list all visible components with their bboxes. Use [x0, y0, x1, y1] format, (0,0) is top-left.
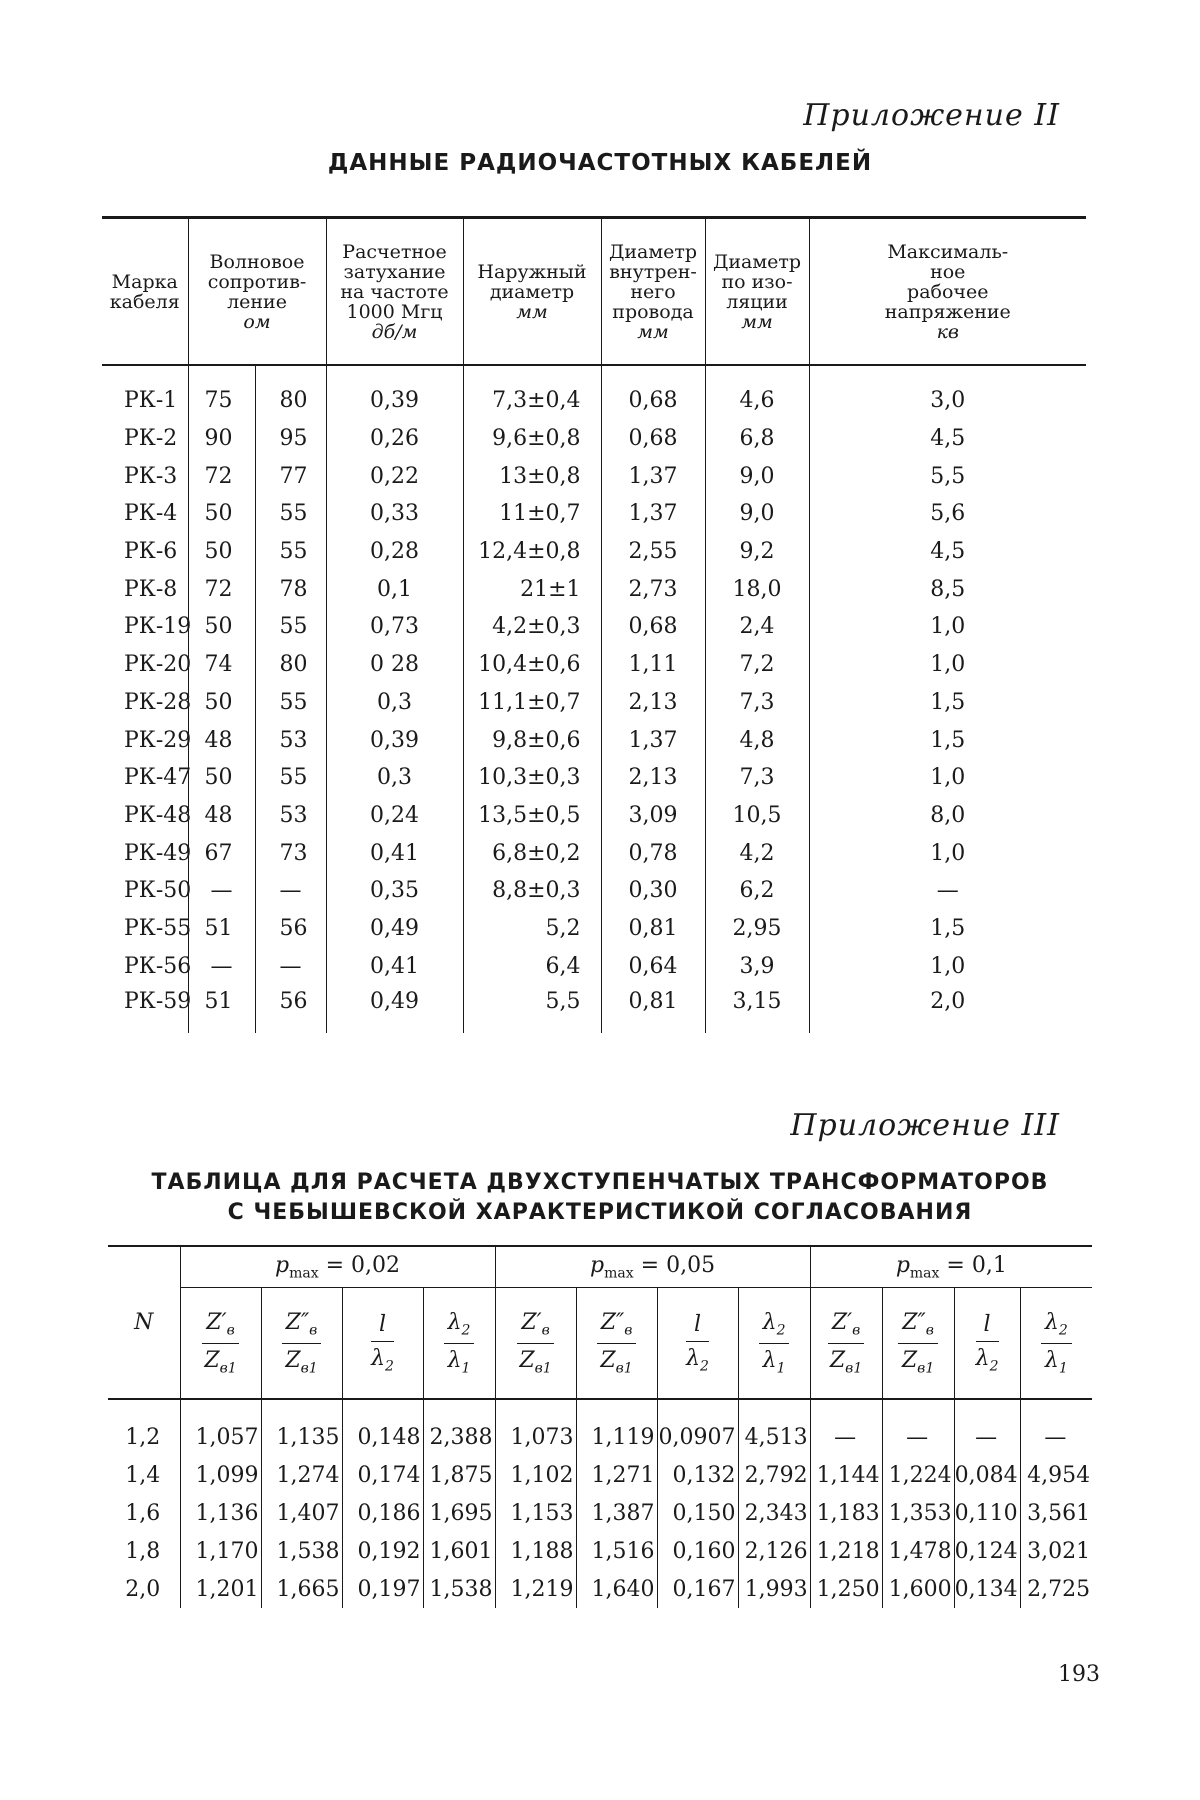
outer-diameter-cell: 4,2±0,3	[463, 608, 601, 646]
cable-mark-cell: РК-19	[124, 614, 192, 640]
inner-diameter-cell: 0,30	[601, 872, 705, 910]
outer-diameter-cell: 5,2	[463, 910, 601, 948]
inner-diameter-cell: 1,37	[601, 721, 705, 759]
impedance-max-cell: 80	[255, 646, 326, 684]
max-voltage-cell: 1,0	[809, 608, 1086, 646]
value-cell: 0,150	[657, 1494, 738, 1532]
cable-mark-cell: РК-20	[124, 652, 192, 678]
insulation-diameter-cell: 2,95	[705, 910, 809, 948]
inner-diameter-cell: 1,37	[601, 457, 705, 495]
table-1-title: ДАННЫЕ РАДИОЧАСТОТНЫХ КАБЕЛЕЙ	[327, 150, 873, 176]
header-lambda-ratio: $\frac{\lambda_2}{\lambda_1}$	[738, 1288, 810, 1400]
outer-diameter-cell: 9,6±0,8	[463, 420, 601, 458]
insulation-diameter-cell: 9,0	[705, 457, 809, 495]
value-cell: 1,073	[495, 1418, 576, 1456]
cable-mark-cell: РК-2	[124, 426, 178, 452]
value-cell: 1,218	[810, 1532, 882, 1570]
value-cell: 1,119	[576, 1418, 657, 1456]
impedance-max-cell: 53	[255, 721, 326, 759]
value-cell: 2,126	[738, 1532, 810, 1570]
insulation-diameter-cell: 4,8	[705, 721, 809, 759]
impedance-max-cell: 53	[255, 797, 326, 835]
value-cell: 1,353	[882, 1494, 954, 1532]
impedance-min-cell: 51	[188, 910, 255, 948]
table-row	[102, 684, 1086, 722]
insulation-diameter-cell: 6,2	[705, 872, 809, 910]
inner-diameter-cell: 0,81	[601, 910, 705, 948]
value-cell: 0,110	[954, 1494, 1020, 1532]
insulation-diameter-cell: 3,9	[705, 947, 809, 985]
value-cell: 1,102	[495, 1456, 576, 1494]
value-cell: 0,186	[342, 1494, 423, 1532]
table-2-group-header	[108, 1246, 1092, 1288]
impedance-min-cell: 72	[188, 457, 255, 495]
value-cell: 0,192	[342, 1532, 423, 1570]
impedance-min-cell: 75	[188, 382, 255, 420]
max-voltage-cell: 1,5	[809, 721, 1086, 759]
header-length-ratio: $\frac{l}{\lambda_2}$	[657, 1288, 738, 1400]
value-cell: 1,057	[180, 1418, 261, 1456]
max-voltage-cell: 1,5	[809, 684, 1086, 722]
cable-mark-cell: РК-55	[124, 915, 192, 941]
value-cell: 1,387	[576, 1494, 657, 1532]
header-attenuation: Расчетное затухание на частоте 1000 Мгц дб/м	[326, 218, 463, 366]
inner-diameter-cell: 0,78	[601, 834, 705, 872]
table-2-title: ТАБЛИЦА ДЛЯ РАСЧЕТА ДВУХСТУПЕНЧАТЫХ ТРАНСФОРМАТОРОВ С ЧЕБЫШЕВСКОЙ ХАРАКТЕРИСТИКОЙ СОГЛАСОВАНИЯ	[151, 1170, 1049, 1225]
header-lambda-ratio: $\frac{\lambda_2}{\lambda_1}$	[1020, 1288, 1092, 1400]
max-voltage-cell: 5,6	[809, 495, 1086, 533]
table-row	[102, 947, 1086, 985]
n-value-cell: 1,4	[125, 1462, 161, 1488]
max-voltage-cell: 8,0	[809, 797, 1086, 835]
value-cell: 0,197	[342, 1570, 423, 1608]
table-row	[102, 570, 1086, 608]
impedance-max-cell: 55	[255, 759, 326, 797]
insulation-diameter-cell: 6,8	[705, 420, 809, 458]
outer-diameter-cell: 7,3±0,4	[463, 382, 601, 420]
table-row	[102, 495, 1086, 533]
transformer-table	[108, 1245, 1092, 1608]
max-voltage-cell: 1,0	[809, 947, 1086, 985]
value-cell: 1,170	[180, 1532, 261, 1570]
value-cell: 1,135	[261, 1418, 342, 1456]
impedance-min-cell: 48	[188, 721, 255, 759]
cable-data-table	[102, 216, 1086, 1033]
impedance-min-cell: 51	[188, 985, 255, 1033]
table-1-body	[102, 365, 1086, 1033]
outer-diameter-cell: 6,4	[463, 947, 601, 985]
impedance-max-cell: —	[255, 947, 326, 985]
value-cell: 1,600	[882, 1570, 954, 1608]
cable-mark-cell: РК-3	[124, 463, 178, 489]
outer-diameter-cell: 10,3±0,3	[463, 759, 601, 797]
value-cell: 0,167	[657, 1570, 738, 1608]
max-voltage-cell: 3,0	[809, 382, 1086, 420]
value-cell: —	[810, 1418, 882, 1456]
value-cell: 0,134	[954, 1570, 1020, 1608]
insulation-diameter-cell: 18,0	[705, 570, 809, 608]
value-cell: 4,954	[1020, 1456, 1092, 1494]
value-cell: 0,174	[342, 1456, 423, 1494]
insulation-diameter-cell: 2,4	[705, 608, 809, 646]
impedance-max-cell: 55	[255, 533, 326, 571]
insulation-diameter-cell: 4,2	[705, 834, 809, 872]
table-row	[102, 382, 1086, 420]
impedance-max-cell: 55	[255, 684, 326, 722]
value-cell: 1,136	[180, 1494, 261, 1532]
outer-diameter-cell: 9,8±0,6	[463, 721, 601, 759]
inner-diameter-cell: 1,37	[601, 495, 705, 533]
max-voltage-cell: 1,5	[809, 910, 1086, 948]
cable-mark-cell: РК-48	[124, 802, 192, 828]
header-n: N	[108, 1246, 180, 1399]
impedance-max-cell: 80	[255, 382, 326, 420]
impedance-max-cell: 95	[255, 420, 326, 458]
table-row	[102, 608, 1086, 646]
insulation-diameter-cell: 7,3	[705, 759, 809, 797]
value-cell: 4,513	[738, 1418, 810, 1456]
value-cell: 1,271	[576, 1456, 657, 1494]
outer-diameter-cell: 6,8±0,2	[463, 834, 601, 872]
value-cell: 1,538	[261, 1532, 342, 1570]
attenuation-cell: 0,1	[326, 570, 463, 608]
value-cell: 1,407	[261, 1494, 342, 1532]
value-cell: 3,561	[1020, 1494, 1092, 1532]
table-row	[108, 1532, 1092, 1570]
inner-diameter-cell: 2,13	[601, 684, 705, 722]
max-voltage-cell: 8,5	[809, 570, 1086, 608]
cable-mark-cell: РК-8	[124, 576, 178, 602]
value-cell: 1,188	[495, 1532, 576, 1570]
value-cell: 2,343	[738, 1494, 810, 1532]
attenuation-cell: 0,49	[326, 985, 463, 1033]
impedance-max-cell: 55	[255, 495, 326, 533]
outer-diameter-cell: 5,5	[463, 985, 601, 1033]
value-cell: 0,0907	[657, 1418, 738, 1456]
value-cell: 1,099	[180, 1456, 261, 1494]
value-cell: 0,132	[657, 1456, 738, 1494]
inner-diameter-cell: 0,64	[601, 947, 705, 985]
attenuation-cell: 0,28	[326, 533, 463, 571]
inner-diameter-cell: 0,68	[601, 608, 705, 646]
n-value-cell: 1,8	[125, 1538, 161, 1564]
table-row	[108, 1418, 1092, 1456]
attenuation-cell: 0,33	[326, 495, 463, 533]
impedance-min-cell: 72	[188, 570, 255, 608]
impedance-min-cell: 50	[188, 495, 255, 533]
cable-mark-cell: РК-59	[124, 989, 192, 1014]
insulation-diameter-cell: 9,0	[705, 495, 809, 533]
impedance-min-cell: 90	[188, 420, 255, 458]
inner-diameter-cell: 1,11	[601, 646, 705, 684]
header-outer-diameter: Наружный диаметр мм	[463, 218, 601, 366]
attenuation-cell: 0,3	[326, 759, 463, 797]
max-voltage-cell: 5,5	[809, 457, 1086, 495]
impedance-max-cell: 73	[255, 834, 326, 872]
header-insulation-diameter: Диаметр по изо- ляции мм	[705, 218, 809, 366]
max-voltage-cell: 1,0	[809, 759, 1086, 797]
outer-diameter-cell: 21±1	[463, 570, 601, 608]
impedance-max-cell: 56	[255, 985, 326, 1033]
outer-diameter-cell: 13±0,8	[463, 457, 601, 495]
impedance-max-cell: —	[255, 872, 326, 910]
header-zprime-ratio: $\frac{Z'_в}{Z_{в1}}$	[810, 1288, 882, 1400]
attenuation-cell: 0,35	[326, 872, 463, 910]
value-cell: 0,084	[954, 1456, 1020, 1494]
insulation-diameter-cell: 7,2	[705, 646, 809, 684]
attenuation-cell: 0,73	[326, 608, 463, 646]
outer-diameter-cell: 11±0,7	[463, 495, 601, 533]
group-pmax-0-05: $p_{max} = 0,05$	[495, 1246, 810, 1288]
cable-mark-cell: РК-1	[124, 388, 178, 414]
impedance-min-cell: —	[188, 872, 255, 910]
impedance-max-cell: 78	[255, 570, 326, 608]
table-row	[102, 985, 1086, 1033]
table-row	[102, 533, 1086, 571]
n-value-cell: 1,6	[125, 1500, 161, 1526]
cable-mark-cell: РК-29	[124, 727, 192, 753]
attenuation-cell: 0,39	[326, 382, 463, 420]
table-row	[102, 646, 1086, 684]
value-cell: 2,725	[1020, 1570, 1092, 1608]
value-cell: 1,695	[423, 1494, 495, 1532]
n-value-cell: 2,0	[125, 1576, 161, 1602]
impedance-max-cell: 56	[255, 910, 326, 948]
cable-mark-cell: РК-49	[124, 840, 192, 866]
inner-diameter-cell: 0,68	[601, 382, 705, 420]
value-cell: 0,124	[954, 1532, 1020, 1570]
header-zdouble-ratio: $\frac{Z''_в}{Z_{в1}}$	[882, 1288, 954, 1400]
value-cell: 1,665	[261, 1570, 342, 1608]
table-row	[102, 457, 1086, 495]
cable-mark-cell: РК-6	[124, 539, 178, 565]
value-cell: 0,160	[657, 1532, 738, 1570]
insulation-diameter-cell: 3,15	[705, 985, 809, 1033]
header-impedance: Волновое сопротив- ление ом	[188, 218, 326, 366]
value-cell: 1,144	[810, 1456, 882, 1494]
cable-mark-cell: РК-50	[124, 878, 192, 904]
table-row	[108, 1494, 1092, 1532]
header-length-ratio: $\frac{l}{\lambda_2}$	[954, 1288, 1020, 1400]
attenuation-cell: 0,41	[326, 834, 463, 872]
impedance-max-cell: 77	[255, 457, 326, 495]
group-pmax-0-1: $p_{max} = 0,1$	[810, 1246, 1092, 1288]
appendix-3-heading: Приложение III	[790, 1108, 1060, 1143]
value-cell: 1,183	[810, 1494, 882, 1532]
header-mark: Марка кабеля	[109, 270, 180, 313]
max-voltage-cell: —	[809, 872, 1086, 910]
cable-mark-cell: РК-56	[124, 953, 192, 979]
value-cell: 2,792	[738, 1456, 810, 1494]
cable-mark-cell: РК-28	[124, 689, 192, 715]
value-cell: 1,993	[738, 1570, 810, 1608]
value-cell: —	[954, 1418, 1020, 1456]
table-row	[102, 797, 1086, 835]
appendix-2-heading: Приложение II	[803, 98, 1060, 133]
attenuation-cell: 0,41	[326, 947, 463, 985]
value-cell: 1,538	[423, 1570, 495, 1608]
impedance-min-cell: 50	[188, 533, 255, 571]
attenuation-cell: 0,26	[326, 420, 463, 458]
attenuation-cell: 0,49	[326, 910, 463, 948]
value-cell: 1,875	[423, 1456, 495, 1494]
inner-diameter-cell: 2,13	[601, 759, 705, 797]
outer-diameter-cell: 13,5±0,5	[463, 797, 601, 835]
table-2-subheader	[108, 1288, 1092, 1400]
value-cell: —	[882, 1418, 954, 1456]
cable-mark-cell: РК-4	[124, 501, 178, 527]
insulation-diameter-cell: 10,5	[705, 797, 809, 835]
impedance-min-cell: 67	[188, 834, 255, 872]
header-zdouble-ratio: $\frac{Z''_в}{Z_{в1}}$	[576, 1288, 657, 1400]
value-cell: 1,224	[882, 1456, 954, 1494]
impedance-min-cell: 48	[188, 797, 255, 835]
outer-diameter-cell: 12,4±0,8	[463, 533, 601, 571]
attenuation-cell: 0,3	[326, 684, 463, 722]
group-pmax-0-02: $p_{max} = 0,02$	[180, 1246, 495, 1288]
inner-diameter-cell: 0,81	[601, 985, 705, 1033]
insulation-diameter-cell: 4,6	[705, 382, 809, 420]
attenuation-cell: 0,24	[326, 797, 463, 835]
table-row	[102, 759, 1086, 797]
attenuation-cell: 0,39	[326, 721, 463, 759]
max-voltage-cell: 1,0	[809, 646, 1086, 684]
value-cell: 1,640	[576, 1570, 657, 1608]
impedance-min-cell: 50	[188, 608, 255, 646]
inner-diameter-cell: 3,09	[601, 797, 705, 835]
outer-diameter-cell: 10,4±0,6	[463, 646, 601, 684]
outer-diameter-cell: 11,1±0,7	[463, 684, 601, 722]
insulation-diameter-cell: 7,3	[705, 684, 809, 722]
table-row	[102, 834, 1086, 872]
n-value-cell: 1,2	[125, 1424, 161, 1450]
header-lambda-ratio: $\frac{\lambda_2}{\lambda_1}$	[423, 1288, 495, 1400]
insulation-diameter-cell: 9,2	[705, 533, 809, 571]
header-length-ratio: $\frac{l}{\lambda_2}$	[342, 1288, 423, 1400]
table-2-body	[108, 1399, 1092, 1608]
table-row	[108, 1570, 1092, 1608]
value-cell: 1,219	[495, 1570, 576, 1608]
table-row	[102, 420, 1086, 458]
impedance-min-cell: 50	[188, 759, 255, 797]
cable-mark-cell: РК-47	[124, 765, 192, 791]
table-row	[102, 721, 1086, 759]
value-cell: 3,021	[1020, 1532, 1092, 1570]
outer-diameter-cell: 8,8±0,3	[463, 872, 601, 910]
table-row	[102, 872, 1086, 910]
value-cell: 1,250	[810, 1570, 882, 1608]
value-cell: 1,153	[495, 1494, 576, 1532]
max-voltage-cell: 2,0	[809, 985, 1086, 1033]
header-zprime-ratio: $\frac{Z'_в}{Z_{в1}}$	[495, 1288, 576, 1400]
inner-diameter-cell: 2,55	[601, 533, 705, 571]
header-zprime-ratio: $\frac{Z'_в}{Z_{в1}}$	[180, 1288, 261, 1400]
value-cell: 1,201	[180, 1570, 261, 1608]
header-max-voltage: Максималь- ное рабочее напряжение кв	[809, 218, 1086, 366]
max-voltage-cell: 4,5	[809, 533, 1086, 571]
value-cell: 2,388	[423, 1418, 495, 1456]
attenuation-cell: 0 28	[326, 646, 463, 684]
table-row	[102, 910, 1086, 948]
header-zdouble-ratio: $\frac{Z''_в}{Z_{в1}}$	[261, 1288, 342, 1400]
impedance-min-cell: 74	[188, 646, 255, 684]
table-row	[108, 1456, 1092, 1494]
impedance-min-cell: —	[188, 947, 255, 985]
value-cell: 1,601	[423, 1532, 495, 1570]
impedance-min-cell: 50	[188, 684, 255, 722]
max-voltage-cell: 4,5	[809, 420, 1086, 458]
max-voltage-cell: 1,0	[809, 834, 1086, 872]
header-inner-diameter: Диаметр внутрен- него провода мм	[601, 218, 705, 366]
attenuation-cell: 0,22	[326, 457, 463, 495]
inner-diameter-cell: 0,68	[601, 420, 705, 458]
impedance-max-cell: 55	[255, 608, 326, 646]
value-cell: 0,148	[342, 1418, 423, 1456]
page-number: 193	[1058, 1662, 1100, 1687]
value-cell: 1,516	[576, 1532, 657, 1570]
table-1-header	[102, 218, 1086, 366]
value-cell: 1,274	[261, 1456, 342, 1494]
value-cell: —	[1020, 1418, 1092, 1456]
inner-diameter-cell: 2,73	[601, 570, 705, 608]
value-cell: 1,478	[882, 1532, 954, 1570]
